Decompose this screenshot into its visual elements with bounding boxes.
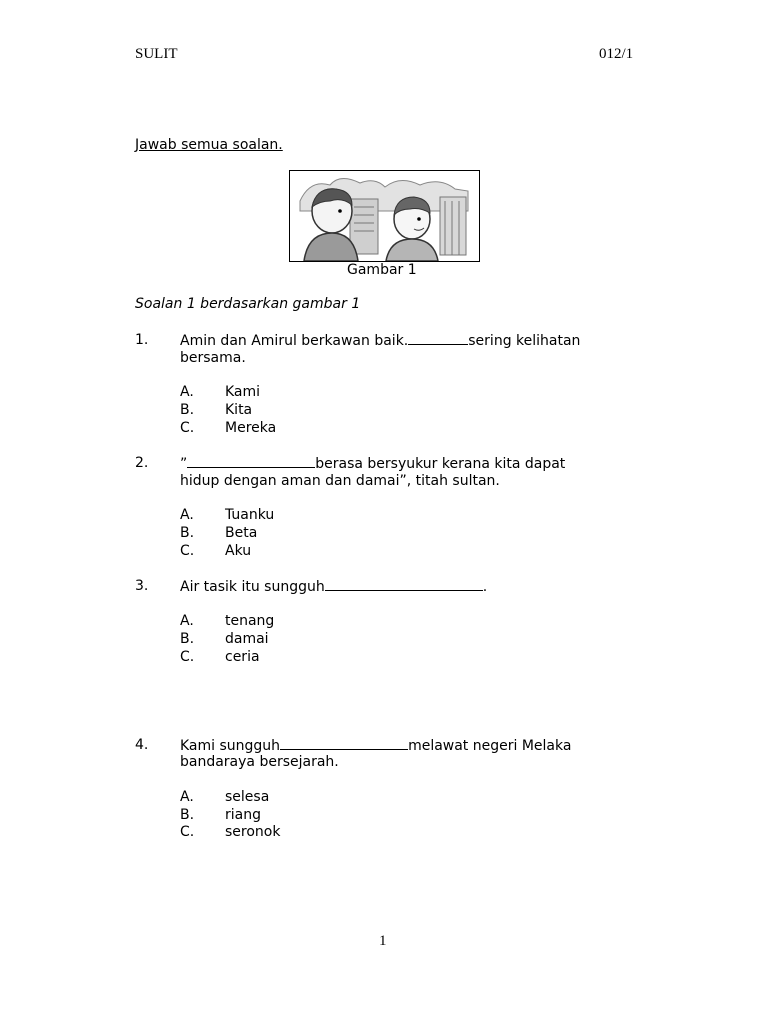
question-2-number: 2.: [135, 455, 149, 471]
header-right: 012/1: [599, 46, 634, 62]
option-letter: A.: [180, 507, 194, 523]
answer-blank: [187, 455, 315, 468]
question-3-option-a: [180, 613, 274, 629]
question-3-option-b: [180, 631, 269, 647]
section-label: Soalan 1 berdasarkan gambar 1: [135, 296, 361, 312]
question-3-text-b: .: [482, 579, 488, 595]
answer-blank: [408, 332, 468, 345]
question-1-line-1: [180, 332, 580, 349]
instruction: Jawab semua soalan.: [135, 137, 283, 153]
option-text: riang: [225, 807, 261, 823]
question-3-line-1: [180, 578, 487, 595]
question-4-option-b: [180, 807, 261, 823]
question-1-option-a: [180, 384, 260, 400]
option-text: Mereka: [225, 420, 277, 436]
option-text: damai: [225, 631, 269, 647]
option-text: tenang: [225, 613, 275, 629]
option-letter: B.: [180, 807, 195, 823]
question-1-option-b: [180, 402, 252, 418]
question-2-option-b: [180, 525, 257, 541]
question-4-option-c: [180, 824, 280, 840]
question-3-option-c: [180, 649, 260, 665]
answer-blank: [325, 578, 483, 591]
answer-blank: [280, 737, 408, 750]
option-text: Aku: [225, 543, 252, 559]
figure-frame: [289, 170, 480, 262]
option-letter: A.: [180, 613, 194, 629]
option-letter: C.: [180, 543, 195, 559]
question-4-number: 4.: [135, 737, 149, 753]
question-4-option-a: [180, 789, 269, 805]
option-letter: A.: [180, 789, 194, 805]
option-text: seronok: [225, 824, 281, 840]
boys-illustration-image: [290, 171, 479, 261]
option-text: Kita: [225, 402, 253, 418]
option-text: Tuanku: [225, 507, 275, 523]
question-3-number: 3.: [135, 578, 149, 594]
option-letter: B.: [180, 402, 195, 418]
question-1-option-c: [180, 420, 276, 436]
question-2-line-1: [180, 455, 565, 472]
question-1-text-a: Amin dan Amirul berkawan baik.: [180, 333, 409, 349]
header-left: SULIT: [135, 46, 178, 62]
option-text: Kami: [225, 384, 261, 400]
question-1-number: 1.: [135, 332, 149, 348]
figure-caption: Gambar 1: [347, 262, 417, 278]
option-letter: C.: [180, 420, 195, 436]
option-letter: A.: [180, 384, 194, 400]
question-2-line-2: hidup dengan aman dan damai”, titah sultan.: [180, 473, 500, 489]
question-4-text-a: Kami sungguh: [180, 738, 281, 754]
question-2-text-a: ”: [180, 456, 188, 472]
question-4-text-b: melawat negeri Melaka: [408, 738, 572, 754]
option-letter: C.: [180, 824, 195, 840]
option-letter: B.: [180, 525, 195, 541]
option-letter: C.: [180, 649, 195, 665]
page-number: 1: [379, 933, 387, 949]
option-letter: B.: [180, 631, 195, 647]
question-4-line-2: bandaraya bersejarah.: [180, 754, 339, 770]
question-3-text-a: Air tasik itu sungguh: [180, 579, 325, 595]
option-text: ceria: [225, 649, 260, 665]
question-2-option-c: [180, 543, 251, 559]
question-1-text-b: sering kelihatan: [468, 333, 581, 349]
option-text: selesa: [225, 789, 270, 805]
option-text: Beta: [225, 525, 258, 541]
question-2-text-b: berasa bersyukur kerana kita dapat: [315, 456, 566, 472]
question-4-line-1: [180, 737, 571, 754]
question-1-line-2: bersama.: [180, 350, 246, 366]
question-2-option-a: [180, 507, 274, 523]
